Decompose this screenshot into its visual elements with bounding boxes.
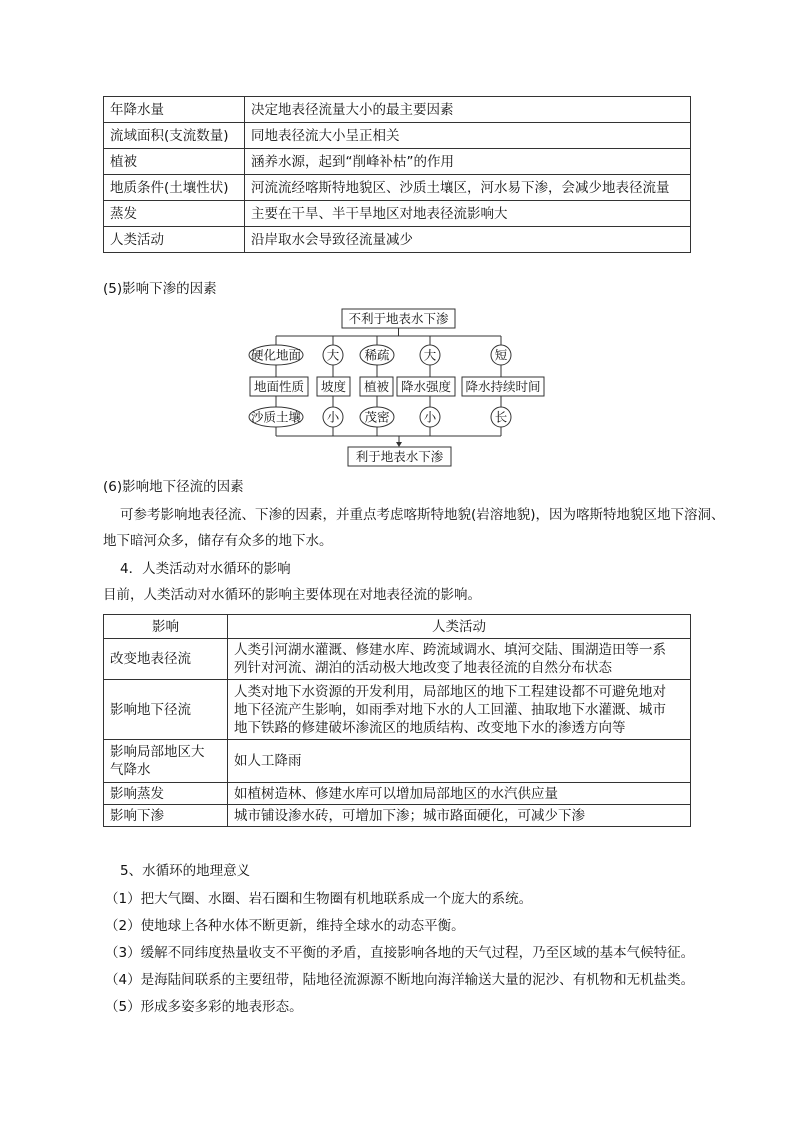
cell-line: 改变地表径流 [110,651,191,667]
human-impact-table [103,614,691,827]
diagram-label-text: 坡度 [320,379,347,394]
diagram-label-text: 植被 [363,379,390,394]
diagram-bottom-text: 利于地表水下渗 [355,449,444,464]
cell-line: 影响下渗 [110,807,164,824]
list-item: （2）使地球上各种水体不断更新，维持全球水的动态平衡。 [105,918,465,934]
table-cell: 沿岸取水会导致径流量减少 [245,227,691,253]
diagram-node-text: 短 [494,347,508,363]
table-cell: 河流流经喀斯特地貌区、沙质土壤区，河水易下渗，会减少地表径流量 [245,175,691,201]
diagram-top-text: 不利于地表水下渗 [348,311,449,326]
cell-line: 地下铁路的修建破坏渗流区的地质结构、改变地下水的渗透方向等 [234,719,626,736]
list-item: （1）把大气圈、水圈、岩石圈和生物圈有机地联系成一个庞大的系统。 [105,891,533,907]
table-cell: 同地表径流大小呈正相关 [245,123,691,149]
table-cell [104,805,228,827]
table-cell [104,639,228,680]
table-cell [104,783,228,805]
cell-line: 人类引河湖水灌溉、修建水库、跨流域调水、填河交陆、围湖造田等一系 [234,642,666,658]
table-cell: 蒸发 [104,201,245,227]
cell-line: 人类对地下水资源的开发利用，局部地区的地下工程建设都不可避免地对 [234,683,666,700]
diagram-label-text: 降水持续时间 [465,379,541,394]
paragraph: 地下暗河众多，储存有众多的地下水。 [103,533,333,549]
diagram-label-text: 地面性质 [253,379,305,394]
table-cell: 流域面积(支流数量) [104,123,245,149]
table-cell [104,680,228,740]
cell-line: 地下径流产生影响，如雨季对地下水的人工回灌、抽取地下水灌溉、城市 [234,701,666,718]
cell-line: 影响局部地区大 [110,744,205,760]
table-row [104,680,691,740]
section-heading: (6)影响地下径流的因素 [103,479,244,495]
cell-line: 影响地下径流 [110,701,191,718]
section-heading: 5、水循环的地理意义 [120,863,251,879]
table-cell: 涵养水源，起到“削峰补枯”的作用 [245,149,691,175]
cell-line: 气降水 [110,762,151,778]
section-heading: 4．人类活动对水循环的影响 [120,561,291,577]
table-row [104,783,691,805]
diagram-node-text: 硬化地面 [250,347,302,363]
table-header-row [104,615,691,639]
diagram-label-text: 降水强度 [400,379,452,394]
table-cell: 地质条件(土壤性状) [104,175,245,201]
column-header: 影响 [104,615,228,639]
table-cell: 人类活动 [104,227,245,253]
cell-line: 如人工降雨 [234,753,302,769]
table-cell: 年降水量 [104,97,245,123]
diagram-node-text: 小 [423,409,437,425]
arrow-down-icon [396,442,402,447]
cell-line: 影响蒸发 [110,785,164,802]
list-item: （4）是海陆间联系的主要纽带，陆地径流源源不断地向海洋输送大量的泥沙、有机物和无机盐类。 [105,972,695,988]
table-cell [228,639,691,680]
table-cell: 决定地表径流量大小的最主要因素 [245,97,691,123]
diagram-node-text: 茂密 [364,409,390,425]
diagram-node-text: 大 [423,347,437,363]
cell-line: 如植树造林、修建水库可以增加局部地区的水汽供应量 [234,785,558,802]
diagram-node-text: 大 [326,347,340,363]
diagram-node-text: 稀疏 [364,347,390,363]
table-cell [228,805,691,827]
list-item: （5）形成多姿多彩的地表形态。 [105,999,303,1015]
column-header: 人类活动 [228,615,691,639]
paragraph: 目前，人类活动对水循环的影响主要体现在对地表径流的影响。 [103,587,481,603]
diagram-node-text: 沙质土壤 [250,409,302,425]
table-cell [228,680,691,740]
diagram-node-text: 小 [326,409,340,425]
list-item: （3）缓解不同纬度热量收支不平衡的矛盾，直接影响各地的天气过程，乃至区域的基本气候特征。 [105,945,695,961]
table-cell: 植被 [104,149,245,175]
table-cell: 主要在干旱、半干旱地区对地表径流影响大 [245,201,691,227]
paragraph: 可参考影响地表径流、下渗的因素，并重点考虑喀斯特地貌(岩溶地貌)，因为喀斯特地貌区地下溶洞、 [120,507,725,523]
table-row [104,639,691,680]
cell-line: 城市铺设渗水砖，可增加下渗；城市路面硬化，可减少下渗 [234,807,585,824]
cell-line: 列针对河流、湖泊的活动极大地改变了地表径流的自然分布状态 [234,660,612,676]
table-cell [228,783,691,805]
table-row [104,740,691,783]
table-cell [228,740,691,783]
table-cell [104,740,228,783]
table-row [104,805,691,827]
section-heading: (5)影响下渗的因素 [103,281,217,297]
diagram-node-text: 长 [494,409,508,425]
